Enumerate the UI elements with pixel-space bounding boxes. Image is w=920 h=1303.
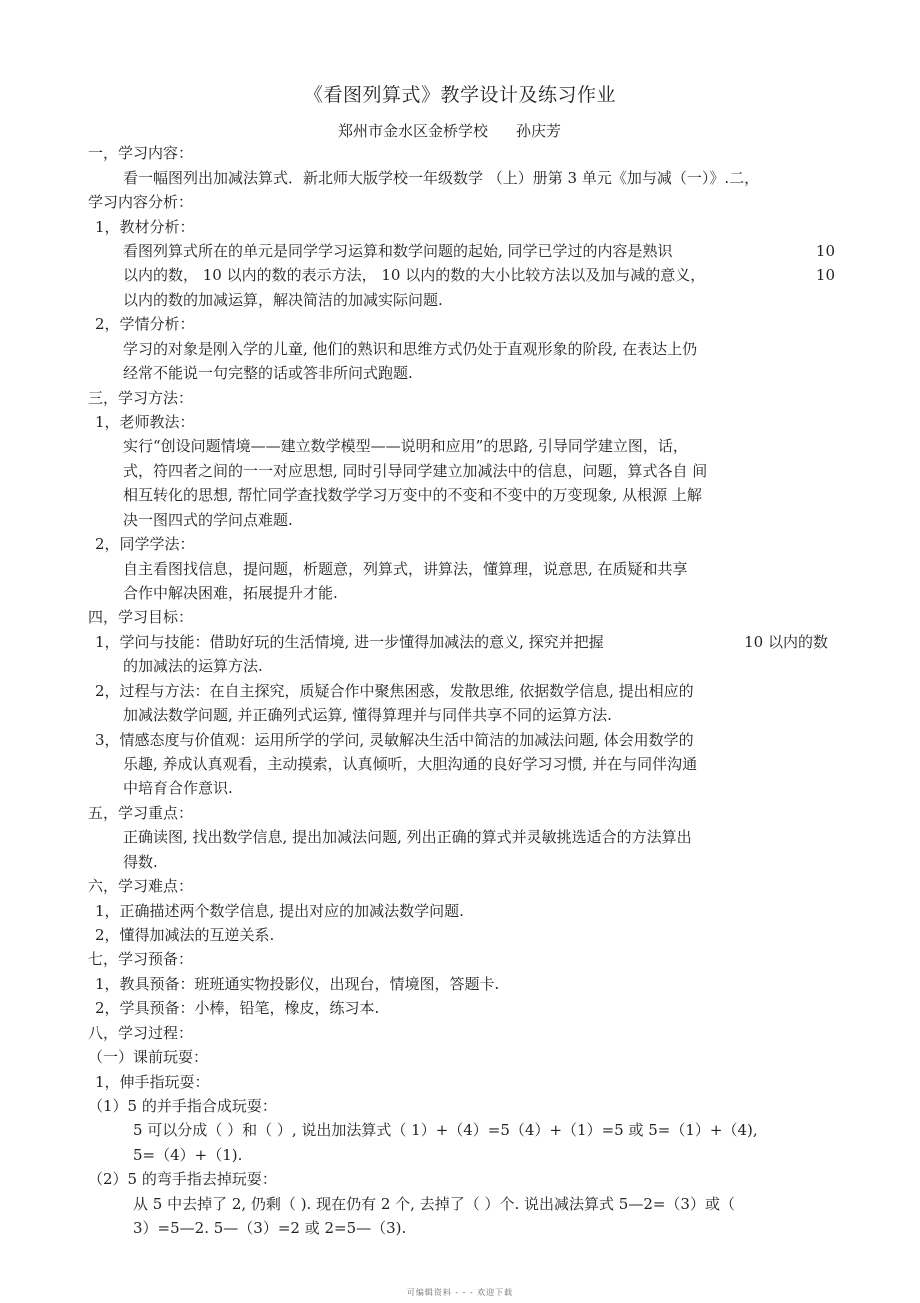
paragraph-line: 得数. [123,853,158,871]
section-heading: 八，学习过程： [88,1024,194,1042]
page-footer: 可编辑资料 - - - 欢迎下载 [406,1288,514,1297]
paragraph-line: 从 5 中去掉了 2, 仍剩（ ). 现在仍有 2 个, 去掉了（ ）个. 说出减法算式 5—2=（3）或（ [133,1195,735,1213]
paragraph-line: 自主看图找信息，提问题，析题意，列算式，讲算法，懂算理，说意思, 在质疑和共享 [123,560,688,578]
paragraph-line: 中培育合作意识. [123,779,233,797]
paragraph-line [123,265,835,285]
paragraph-line: 加减法数学问题, 并正确列式运算, 懂得算理并与同伴共享不同的运算方法. [123,706,612,724]
subsection-heading: 1，教材分析： [95,218,195,236]
subsection-heading: 1，伸手指玩耍： [95,1073,210,1091]
subsection-heading: 1，老师教法： [95,413,195,431]
author-name: 孙庆芳 [516,122,562,140]
paragraph-line: 2，懂得加减法的互逆关系. [95,926,275,944]
paragraph-line: 乐趣, 养成认真观看，主动摸索，认真倾听，大胆沟通的良好学习习惯, 并在与同伴沟通 [123,755,698,773]
subsection-heading: （1）5 的并手指合成玩耍： [88,1097,277,1115]
document-title: 《看图列算式》教学设计及练习作业 [303,84,616,106]
text-segment: 10 以内的数 [744,633,828,651]
text-segment: 以内的数， 10 以内的数的表示方法， 10 以内的数的大小比较方法以及加与减的意义， [123,266,706,284]
paragraph-line [95,632,828,652]
paragraph-line: 看一幅图列出加减法算式．新北师大版学校一年级数学 （上）册第 3 单元《加与减（一）》.二， [123,169,760,187]
section-heading: 学习内容分析： [88,193,194,211]
section-heading: 六，学习难点： [88,877,194,895]
subsection-heading: （一）课前玩耍： [88,1048,209,1066]
paragraph-line: 的加减法的运算方法. [123,657,263,675]
paragraph-line: 3）=5—2. 5—（3）=2 或 2=5—（3). [133,1219,407,1237]
text-segment: 1，学问与技能：借助好玩的生活情境, 进一步懂得加减法的意义, 探究并把握 [95,633,604,651]
text-segment: 10 [815,242,835,260]
paragraph-line: 正确读图, 找出数学信息, 提出加减法问题, 列出正确的算式并灵敏挑选适合的方法算出 [123,828,692,846]
section-heading: 五，学习重点： [88,804,194,822]
paragraph-line: 2，过程与方法：在自主探究，质疑合作中聚焦困惑，发散思维, 依据数学信息, 提出相应的 [95,682,694,700]
subsection-heading: 2，学情分析： [95,315,195,333]
paragraph-line: 2，学具预备：小棒，铅笔，橡皮，练习本. [95,999,380,1017]
author-school: 郑州市金水区金桥学校 [338,122,489,140]
paragraph-line: 合作中解决困难，拓展提升才能. [123,584,338,602]
paragraph-line: 1，正确描述两个数学信息, 提出对应的加减法数学问题. [95,902,464,920]
paragraph-line: 式，符四者之间的一一对应思想, 同时引导同学建立加减法中的信息，问题，算式各自 间 [123,462,708,480]
paragraph-line: 经常不能说一句完整的话或答非所问式跑题. [123,364,413,382]
subsection-heading: （2）5 的弯手指去掉玩耍： [88,1170,277,1188]
paragraph-line: 3，情感态度与价值观：运用所学的学问, 灵敏解决生活中简洁的加减法问题, 体会用数学的 [95,731,694,749]
paragraph-line: 5=（4）+（1). [133,1146,243,1164]
paragraph-line: 实行“创设问题情境——建立数学模型——说明和应用”的思路, 引导同学建立图，话， [123,437,688,455]
paragraph-line [123,241,835,261]
paragraph-line: 学习的对象是刚入学的儿童, 他们的熟识和思维方式仍处于直观形象的阶段, 在表达上仍 [123,340,698,358]
paragraph-line: 5 可以分成（ ）和（ ）, 说出加法算式（ 1）+（4）=5（4）+（1）=5 或 5=（1）+（4), [133,1121,758,1139]
text-segment: 10 [815,266,835,284]
section-heading: 三，学习方法： [88,389,194,407]
paragraph-line: 相互转化的思想, 帮忙同学查找数学学习万变中的不变和不变中的万变现象, 从根源 上解 [123,486,702,504]
paragraph-line: 以内的数的加减运算，解决简洁的加减实际问题. [123,291,443,309]
paragraph-line: 决一图四式的学问点难题. [123,511,293,529]
section-heading: 七，学习预备： [88,950,194,968]
section-heading: 四，学习目标： [88,608,194,626]
subsection-heading: 2，同学学法： [95,535,195,553]
text-segment: 看图列算式所在的单元是同学学习运算和数学问题的起始, 同学已学过的内容是熟识 [123,242,673,260]
author-line [338,120,561,141]
paragraph-line: 1，教具预备：班班通实物投影仪，出现台，情境图，答题卡. [95,975,500,993]
section-heading: 一，学习内容： [88,144,194,162]
